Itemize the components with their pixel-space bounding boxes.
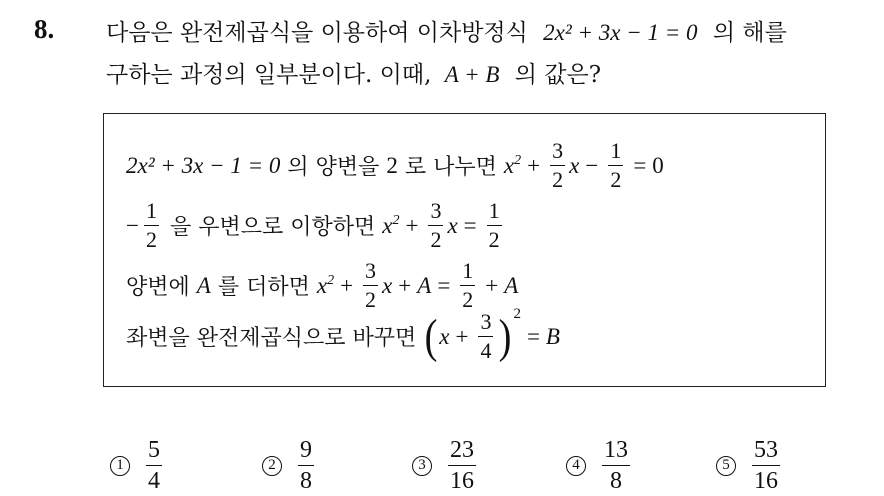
step-text: 좌변을 완전제곱식으로 바꾸면: [126, 326, 417, 351]
equation: 2x² + 3x − 1 = 0: [543, 20, 698, 45]
choice-4[interactable]: [566, 438, 634, 493]
step-text: 을 우변으로 이항하면: [169, 215, 376, 240]
question-line-2: [106, 56, 601, 89]
expression: A + B: [444, 62, 500, 87]
fraction: $\frac{1}{2}$: [462, 258, 474, 312]
fraction: $\frac{1}{2}$: [145, 198, 157, 252]
fraction: $\frac{13}{8}$: [604, 437, 628, 494]
solution-box: [103, 113, 826, 387]
fraction: $\frac{3}{4}$: [480, 309, 492, 363]
step-3: 양변에 A 를 더하면 $x^2$ + $\frac{3}{2}$ x + A = $\frac{1}{2}$ + A: [126, 258, 519, 312]
question-line-1: [106, 14, 787, 47]
fraction: $\frac{3}{2}$: [552, 138, 564, 192]
step-text: 로 나누면: [404, 155, 497, 180]
divisor: 2: [386, 152, 398, 178]
equation: 2x² + 3x − 1 = 0: [126, 152, 281, 178]
step-4: 좌변을 완전제곱식으로 바꾸면 ( x + $\frac{3}{4}$ ) 2 = B: [126, 306, 560, 363]
step-2: − $\frac{1}{2}$ 을 우변으로 이항하면 $x^2$ + $\frac{3}{2}$ x = $\frac{1}{2}$: [126, 198, 500, 252]
fraction: $\frac{9}{8}$: [300, 437, 312, 494]
choice-marker: 3: [412, 456, 432, 476]
choice-marker: 1: [110, 456, 130, 476]
question-text: 구하는 과정의 일부분이다. 이때,: [106, 62, 432, 88]
choice-marker: 4: [566, 456, 586, 476]
step-text: 를 더하면: [217, 275, 310, 300]
fraction: $\frac{1}{2}$: [610, 138, 622, 192]
fraction: $\frac{5}{4}$: [148, 437, 160, 494]
variable-b: B: [545, 323, 560, 349]
choice-3[interactable]: [412, 438, 480, 493]
fraction: $\frac{53}{16}$: [754, 437, 778, 494]
question-text: 다음은 완전제곱식을 이용하여 이차방정식: [106, 20, 528, 46]
fraction: $\frac{23}{16}$: [450, 437, 474, 494]
step-1: 2x² + 3x − 1 = 0 의 양변을 2 로 나누면 $x^2$ + $\frac{3}{2}$ x − $\frac{1}{2}$ = 0: [126, 138, 664, 192]
fraction: $\frac{3}{2}$: [365, 258, 377, 312]
fraction: $\frac{3}{2}$: [430, 198, 442, 252]
variable-a: A: [196, 272, 211, 298]
choice-2[interactable]: [262, 438, 318, 493]
step-text: 양변에: [126, 275, 190, 300]
choice-1[interactable]: [110, 438, 166, 493]
question-text-tail: 의 값은?: [514, 62, 602, 88]
question-number: 8.: [34, 14, 55, 44]
step-text: 의 양변을: [287, 155, 380, 180]
choice-5[interactable]: [716, 438, 784, 493]
choice-marker: 2: [262, 456, 282, 476]
answer-choices: [110, 438, 850, 494]
choice-marker: 5: [716, 456, 736, 476]
question-text-tail: 의 해를: [712, 20, 787, 46]
fraction: $\frac{1}{2}$: [488, 198, 500, 252]
